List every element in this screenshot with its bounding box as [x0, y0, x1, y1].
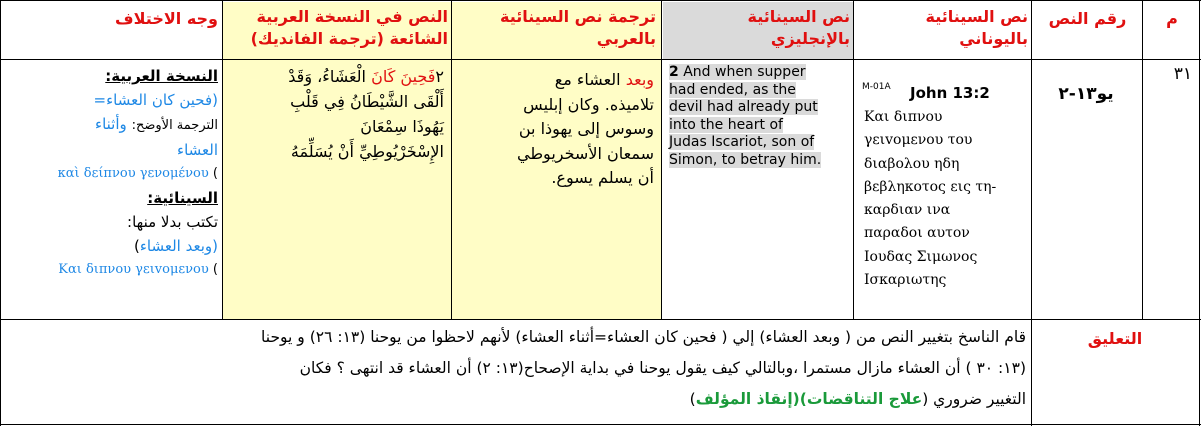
greek-lines [864, 106, 996, 292]
common-arabic-line: الإِسْخَرْيُوطِيِّ أَنْ يُسَلِّمَهُ [290, 142, 444, 161]
greek-line: Ισκαριωτης [864, 272, 947, 289]
row-reference: يو١٣-٢ [1058, 84, 1114, 104]
common-arabic-highlight: فَحِينَ كَانَ [371, 67, 436, 86]
english-line: And when supper [683, 64, 806, 80]
grid-line [0, 0, 1201, 1]
english-line: Simon, to betray him. [669, 151, 822, 168]
common-arabic-line: الْعَشَاءُ، وَقَدْ [288, 67, 366, 86]
english-line: devil had already put [669, 99, 818, 115]
verse-number: ٢ [435, 67, 444, 86]
english-line: into the heart of [669, 116, 783, 133]
header-translation: ترجمة نص السينائية بالعربي [500, 7, 656, 48]
translation-line: أن يسلم يسوع. [551, 168, 654, 187]
header-english: نص السينائية بالإنجليزي [747, 7, 850, 48]
grid-line [451, 0, 452, 320]
english-text-cell [669, 64, 851, 169]
grid-line [222, 0, 223, 320]
grid-line [1142, 0, 1143, 320]
grid-line [661, 0, 662, 320]
greek-line: βεβληκοτος εις τη- [864, 178, 997, 195]
common-arabic-line: يَهُوذَا سِمْعَانَ [360, 117, 444, 136]
clearer-translation-word: العشاء [177, 141, 218, 159]
sinaitic-writes-label: تكتب بدلا منها: [127, 213, 218, 231]
comment-text [6, 322, 1026, 415]
greek-line: καρδιαν ινα [864, 202, 951, 219]
translation-line: العشاء مع [554, 70, 621, 89]
sinaitic-paren: ) [134, 237, 140, 255]
greek-text-cell [862, 80, 1028, 316]
sinaitic-greek-text: Και διπνου γειvομενου [58, 262, 209, 277]
grid-line [0, 59, 1201, 60]
manuscript-tag: M-01A [862, 82, 891, 92]
header-difference: وجه الاختلاف [115, 9, 218, 28]
english-verse-number: 2 [669, 64, 679, 80]
grid-line [0, 319, 1201, 320]
comment-label: التعليق [1087, 329, 1143, 348]
comment-line: قام الناسخ بتغيير النص من ( وبعد العشاء) إلي ( فحين كان العشاء=أثناء العشاء) لأنهم لاحظوا من يوحنا (١٣: ٢٦) و يوحنا [261, 328, 1026, 346]
comment-emphasis: علاج التناقضات)(إنقاذ المؤلف [695, 390, 923, 408]
translation-highlight: وبعد [625, 70, 654, 89]
greek-line: Και διπνου [864, 109, 943, 125]
header-m: م [1166, 9, 1178, 28]
english-line: Judas Iscariot, son of [669, 134, 815, 150]
greek-line: παραδοι αυτον [864, 225, 970, 242]
header-greek: نص السينائية باليوناني [925, 7, 1028, 48]
arabic-version-title: النسخة العربية: [105, 67, 218, 85]
header-reference: رقم النص [1048, 9, 1127, 28]
translation-line: تلاميذه. وكان إبليس [523, 94, 654, 114]
greek-line: Ιουδας Σιμωνος [864, 248, 978, 265]
clearer-translation-text: وأثناء [95, 115, 127, 133]
grid-line [0, 0, 1, 426]
greek-line: διαβολου ηδη [864, 155, 960, 172]
common-arabic-text-cell [228, 64, 444, 164]
grid-line [1031, 0, 1032, 426]
greek-paren: ) [212, 166, 218, 181]
header-common-arabic: النص في النسخة العربية الشائعة (ترجمة الفانديك) [250, 7, 448, 48]
grid-line [853, 0, 854, 320]
sinaitic-greek-paren: ) [212, 262, 218, 277]
translation-text-cell [460, 68, 654, 191]
comment-line: التغيير ضروري ( [922, 390, 1026, 408]
arabic-version-quote: (فحين كان العشاء= [93, 91, 218, 109]
translation-line: سمعان الأسخريوطي [516, 143, 654, 163]
common-arabic-line: أَلْقَى الشَّيْطَانُ فِي قَلْبِ [290, 92, 444, 111]
difference-text-cell [6, 64, 218, 282]
comment-line: (١٣: ٣٠ ) أن العشاء مازال مستمرا ،وبالتالي كيف يقول يوحنا في بداية الإصحاح(١٣: ٢) أن العشاء قد انتهى ؟ فكان [299, 359, 1026, 377]
sinaitic-quote: (وبعد العشاء [139, 237, 218, 255]
greek-standard-text: καὶ δείπνου γενομένου [57, 166, 209, 181]
sinaitic-title: السينائية: [147, 189, 218, 207]
greek-line: γειvομενου του [864, 132, 973, 149]
grid-line [1199, 0, 1200, 426]
clearer-translation-label: الترجمة الأوضح: [131, 118, 218, 133]
translation-line: وسوس إلى يهوذا بن [518, 119, 654, 138]
greek-verse-ref: John 13:2 [910, 84, 990, 102]
english-line: had ended, as the [669, 81, 796, 98]
grid-line [0, 424, 1201, 425]
comment-line-end: ) [689, 390, 696, 408]
row-number: ٣١ [1173, 64, 1192, 84]
